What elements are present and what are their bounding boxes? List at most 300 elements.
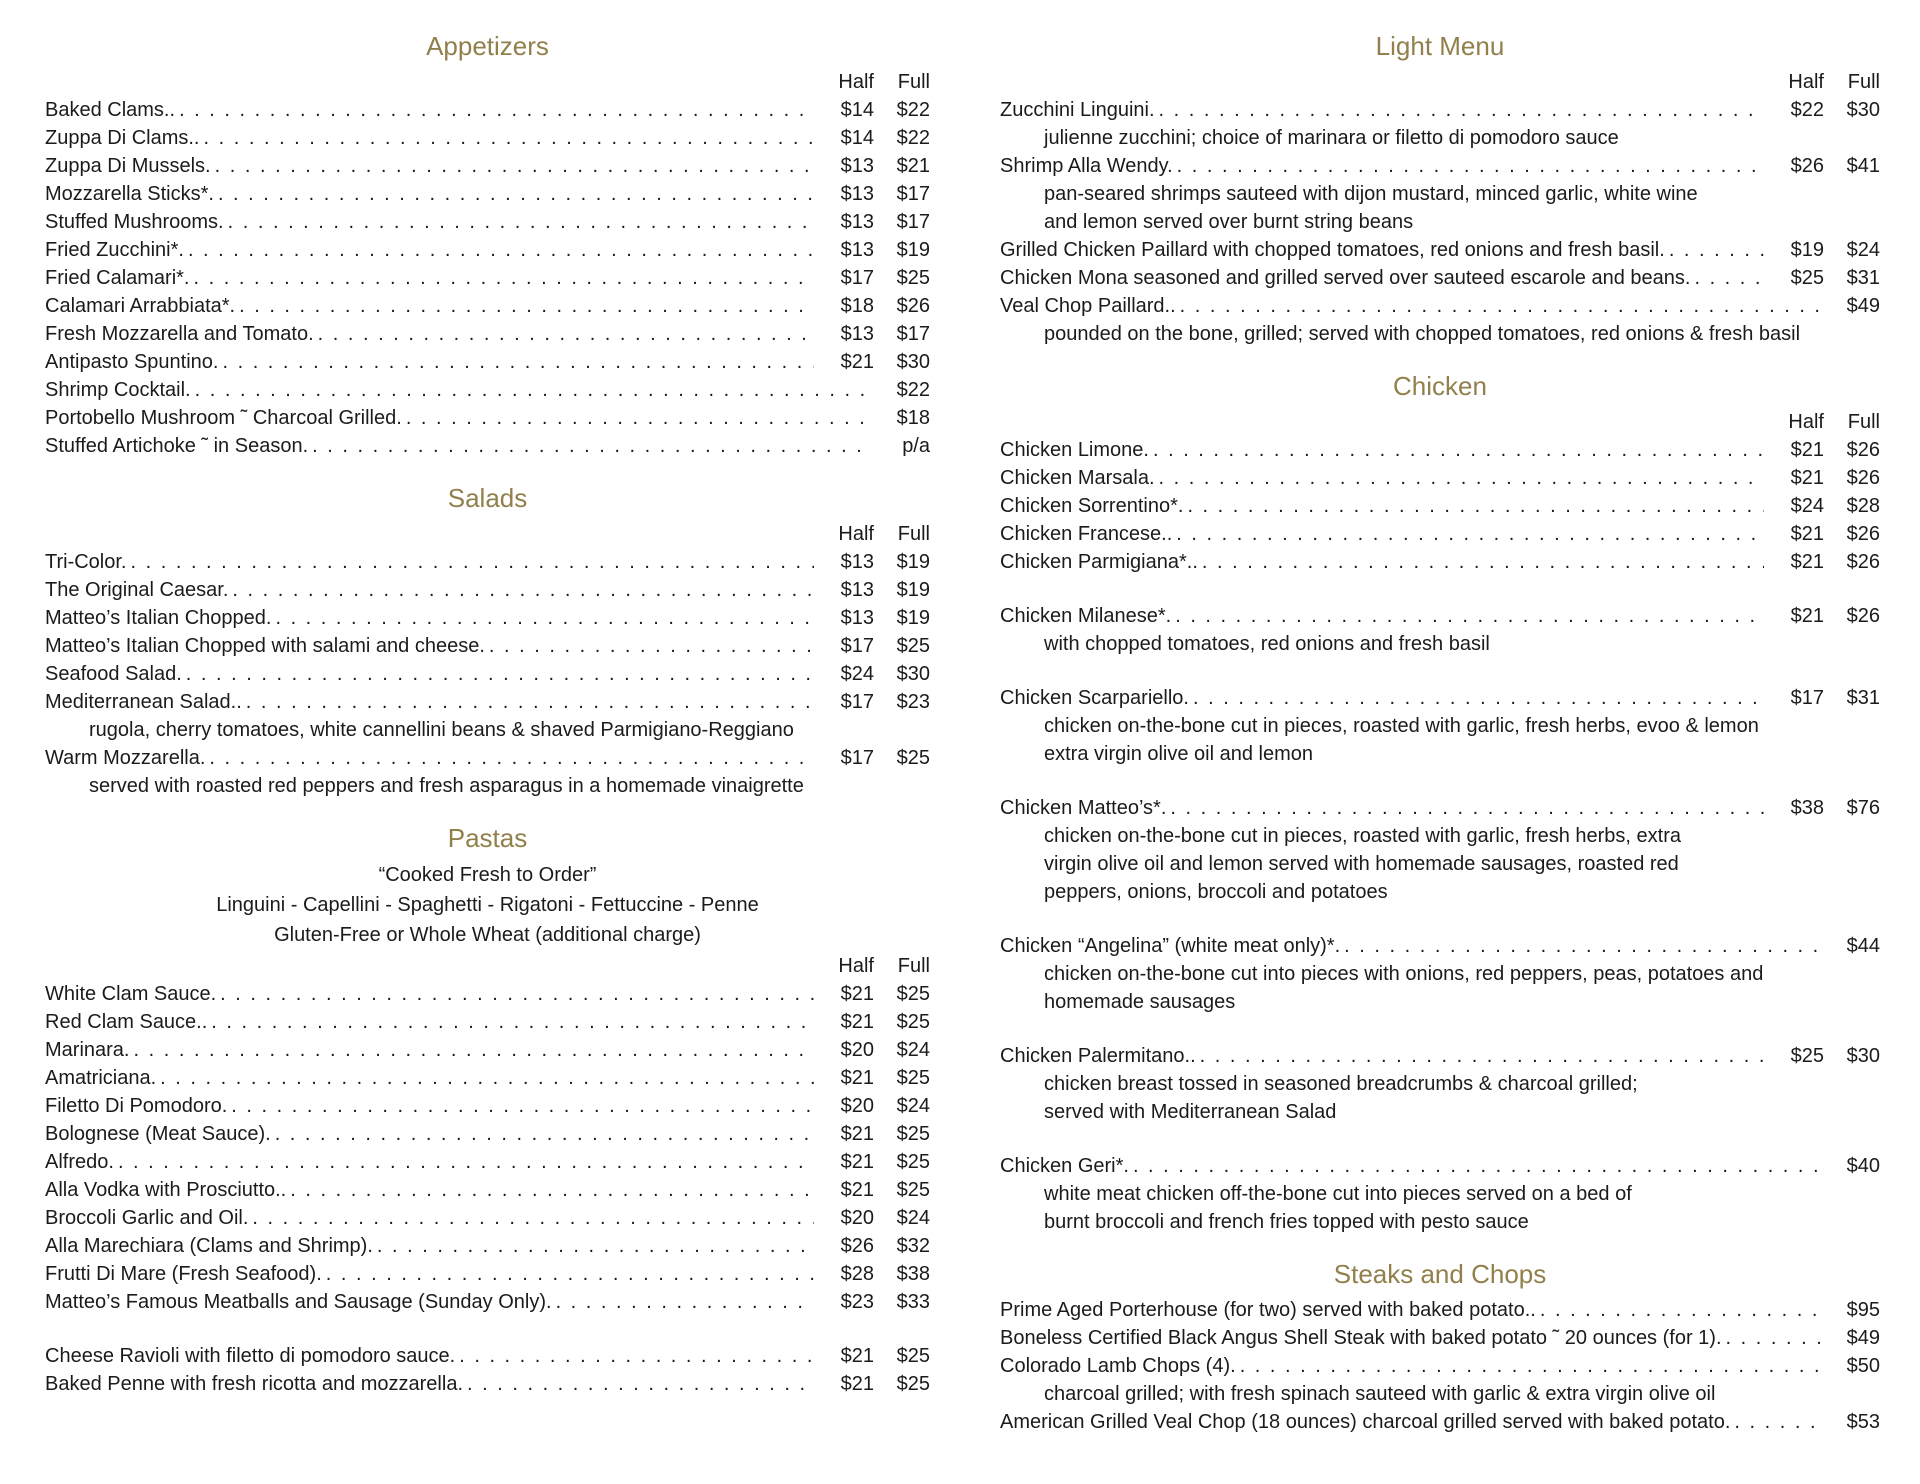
item-name: Seafood Salad. [45, 663, 182, 685]
menu-item-row [1000, 932, 1880, 960]
item-price-full: $26 [1846, 605, 1880, 627]
price-header-half: Half [838, 955, 874, 977]
menu-item-row [1000, 96, 1880, 124]
dot-leader [189, 264, 814, 292]
item-price-full: $24 [896, 1039, 930, 1061]
menu-page [45, 24, 1880, 1436]
item-name: Red Clam Sauce.. [45, 1011, 208, 1033]
menu-item-row [45, 124, 930, 152]
item-price-full: $21 [896, 155, 930, 177]
dot-leader [216, 980, 814, 1008]
menu-item-row [45, 632, 930, 660]
dot-leader [184, 236, 814, 264]
menu-column [1000, 24, 1880, 1436]
item-name: Chicken Francese.. [1000, 523, 1173, 545]
item-price-full: $49 [1846, 295, 1880, 317]
item-price-full: $50 [1846, 1355, 1880, 1377]
menu-item-row [1000, 1152, 1880, 1180]
item-price-half: $21 [840, 1011, 874, 1033]
item-name: Colorado Lamb Chops (4). [1000, 1355, 1236, 1377]
item-description-line: with chopped tomatoes, red onions and fresh basil [1044, 633, 1490, 655]
dot-leader [175, 96, 814, 124]
item-name: Mediterranean Salad.. [45, 691, 242, 713]
item-price-full: $25 [896, 747, 930, 769]
menu-section [45, 30, 930, 460]
item-description-line: pounded on the bone, grilled; served with chopped tomatoes, red onions & fresh basil [1044, 323, 1801, 345]
dot-leader [485, 632, 814, 660]
menu-item-row [45, 180, 930, 208]
item-price-half: $14 [840, 127, 874, 149]
item-price-half: $21 [840, 1373, 874, 1395]
item-name: Stuffed Mushrooms. [45, 211, 224, 233]
item-name: Veal Chop Paillard.. [1000, 295, 1176, 317]
dot-leader [207, 1008, 814, 1036]
item-price-half: $17 [840, 747, 874, 769]
price-header-full: Full [1847, 71, 1880, 93]
item-name: Fresh Mozzarella and Tomato. [45, 323, 314, 345]
price-header-full: Full [897, 955, 930, 977]
dot-leader [224, 208, 814, 236]
price-header-full: Full [897, 523, 930, 545]
dot-leader [271, 604, 814, 632]
item-name: Boneless Certified Black Angus Shell Steak with baked potato ˜ 20 ounces (for 1). [1000, 1327, 1722, 1349]
menu-item-row [45, 292, 930, 320]
item-name: The Original Caesar. [45, 579, 229, 601]
item-price-full: $53 [1846, 1411, 1880, 1433]
item-name: Shrimp Cocktail. [45, 379, 191, 401]
item-price-half: $21 [1790, 551, 1824, 573]
dot-leader [1149, 436, 1764, 464]
menu-item-row [45, 604, 930, 632]
dot-leader [1166, 794, 1764, 822]
item-name: Chicken Sorrentino*. [1000, 495, 1184, 517]
item-price-full: $25 [896, 267, 930, 289]
dot-leader [1722, 1324, 1820, 1352]
item-price-half: $21 [1790, 439, 1824, 461]
menu-item-row [45, 1342, 930, 1370]
item-price-full: $26 [1846, 439, 1880, 461]
item-price-half: $26 [840, 1235, 874, 1257]
item-name: Chicken Scarpariello. [1000, 687, 1189, 709]
dot-leader [1665, 236, 1764, 264]
item-description-line: chicken breast tossed in seasoned breadcrumbs & charcoal grilled; [1044, 1073, 1638, 1095]
menu-section [1000, 1258, 1880, 1436]
price-header-half: Half [1788, 71, 1824, 93]
item-price-full: $30 [1846, 99, 1880, 121]
menu-item-row [45, 208, 930, 236]
item-price-half: $13 [840, 155, 874, 177]
menu-item-row [45, 376, 930, 404]
item-description-line: chicken on-the-bone cut in pieces, roasted with garlic, fresh herbs, extra [1044, 825, 1681, 847]
item-price-half: $21 [840, 1179, 874, 1201]
dot-leader [214, 180, 814, 208]
item-name: Zuppa Di Clams.. [45, 127, 200, 149]
item-name: Alla Marechiara (Clams and Shrimp). [45, 1235, 373, 1257]
item-name: Chicken Palermitano.. [1000, 1045, 1196, 1067]
item-name: Grilled Chicken Paillard with chopped tomatoes, red onions and fresh basil. [1000, 239, 1665, 261]
dot-leader [126, 548, 814, 576]
dot-leader [455, 1342, 814, 1370]
dot-leader [227, 1092, 814, 1120]
dot-leader [271, 1120, 814, 1148]
menu-item-row [1000, 1408, 1880, 1436]
item-name: Matteo’s Italian Chopped with salami and cheese. [45, 635, 485, 657]
item-price-full: $25 [896, 983, 930, 1005]
menu-item-row [1000, 492, 1880, 520]
item-price-full: p/a [902, 435, 930, 457]
item-name: Tri-Color. [45, 551, 127, 573]
menu-item-row [45, 980, 930, 1008]
item-price-full: $25 [896, 1151, 930, 1173]
price-column-header [1000, 68, 1880, 96]
item-name: Bolognese (Meat Sauce). [45, 1123, 271, 1145]
dot-leader [286, 1176, 814, 1204]
menu-item-row [45, 320, 930, 348]
item-price-full: $17 [896, 183, 930, 205]
item-price-half: $21 [840, 1345, 874, 1367]
item-description-line: pan-seared shrimps sauteed with dijon mustard, minced garlic, white wine [1044, 183, 1698, 205]
price-column-header [1000, 408, 1880, 436]
item-price-full: $25 [896, 1067, 930, 1089]
item-price-full: $41 [1846, 155, 1880, 177]
dot-leader [1173, 152, 1764, 180]
dot-leader [156, 1064, 814, 1092]
item-name: Antipasto Spuntino. [45, 351, 219, 373]
item-price-full: $19 [896, 607, 930, 629]
item-name: Chicken Matteo’s*. [1000, 797, 1167, 819]
item-description-line: chicken on-the-bone cut in pieces, roasted with garlic, fresh herbs, evoo & lemon [1044, 715, 1759, 737]
item-name: Zucchini Linguini. [1000, 99, 1155, 121]
section-subtitle-line: Gluten-Free or Whole Wheat (additional charge) [274, 924, 701, 946]
menu-item-row [45, 1232, 930, 1260]
section-title: Light Menu [1375, 31, 1505, 61]
item-name: Matteo’s Italian Chopped. [45, 607, 272, 629]
dot-leader [218, 348, 814, 376]
menu-item-row [45, 404, 930, 432]
menu-item-row [1000, 264, 1880, 292]
item-price-full: $30 [1846, 1045, 1880, 1067]
item-name: White Clam Sauce. [45, 983, 217, 1005]
item-name: Warm Mozzarella. [45, 747, 206, 769]
item-description-line: julienne zucchini; choice of marinara or filetto di pomodoro sauce [1044, 127, 1619, 149]
item-name: Stuffed Artichoke ˜ in Season. [45, 435, 309, 457]
item-price-full: $26 [896, 295, 930, 317]
menu-section [45, 822, 930, 1398]
dot-leader [1189, 684, 1764, 712]
item-price-half: $13 [840, 579, 874, 601]
item-price-full: $25 [896, 1123, 930, 1145]
menu-item-row [45, 576, 930, 604]
item-price-full: $22 [896, 99, 930, 121]
price-column-header [45, 952, 930, 980]
dot-leader [129, 1036, 814, 1064]
price-column-header [45, 520, 930, 548]
dot-leader [322, 1260, 814, 1288]
item-price-full: $19 [896, 579, 930, 601]
menu-item-row [45, 660, 930, 688]
item-price-full: $32 [896, 1235, 930, 1257]
item-name: Chicken Limone. [1000, 439, 1149, 461]
dot-leader [1176, 292, 1820, 320]
item-price-half: $17 [840, 691, 874, 713]
item-price-half: $17 [840, 267, 874, 289]
menu-item-row [1000, 1296, 1880, 1324]
menu-item-row [45, 348, 930, 376]
item-name: Chicken Mona seasoned and grilled served over sauteed escarole and beans. [1000, 267, 1691, 289]
section-subtitle-line: “Cooked Fresh to Order” [378, 864, 597, 886]
menu-item-row [1000, 602, 1880, 630]
item-price-full: $31 [1846, 687, 1880, 709]
item-price-half: $26 [1790, 155, 1824, 177]
menu-section [45, 482, 930, 800]
price-column-header [45, 68, 930, 96]
item-name: Zuppa Di Mussels. [45, 155, 211, 177]
item-description-line: served with roasted red peppers and fresh asparagus in a homemade vinaigrette [89, 775, 804, 797]
item-price-half: $13 [840, 183, 874, 205]
menu-item-row [45, 1036, 930, 1064]
dot-leader [182, 660, 814, 688]
dot-leader [200, 124, 815, 152]
menu-item-row [45, 688, 930, 716]
item-price-half: $24 [1790, 495, 1824, 517]
item-name: Chicken Milanese*. [1000, 605, 1172, 627]
dot-leader [552, 1288, 814, 1316]
item-price-half: $13 [840, 323, 874, 345]
dot-leader [1340, 932, 1820, 960]
item-price-half: $25 [1790, 1045, 1824, 1067]
section-title: Appetizers [426, 31, 549, 61]
dot-leader [228, 576, 814, 604]
item-name: Portobello Mushroom ˜ Charcoal Grilled. [45, 407, 402, 429]
dot-leader [1236, 1352, 1820, 1380]
menu-item-row [1000, 236, 1880, 264]
item-name: Frutti Di Mare (Fresh Seafood). [45, 1263, 322, 1285]
item-price-full: $26 [1846, 467, 1880, 489]
item-price-full: $19 [896, 239, 930, 261]
item-name: Alla Vodka with Prosciutto.. [45, 1179, 287, 1201]
item-price-full: $18 [896, 407, 930, 429]
item-price-full: $25 [896, 1179, 930, 1201]
item-name: Chicken Geri*. [1000, 1155, 1129, 1177]
item-price-half: $21 [1790, 467, 1824, 489]
dot-leader [1171, 602, 1764, 630]
item-price-half: $13 [840, 607, 874, 629]
item-description-line: served with Mediterranean Salad [1044, 1101, 1337, 1123]
menu-item-row [45, 152, 930, 180]
item-name: Broccoli Garlic and Oil. [45, 1207, 249, 1229]
item-price-full: $44 [1846, 935, 1880, 957]
item-name: Chicken Parmigiana*.. [1000, 551, 1198, 573]
menu-item-row [45, 1092, 930, 1120]
menu-item-row [45, 1288, 930, 1316]
item-price-half: $13 [840, 551, 874, 573]
item-price-half: $17 [840, 635, 874, 657]
menu-item-row [45, 1370, 930, 1398]
menu-item-row [45, 1176, 930, 1204]
menu-item-row [1000, 794, 1880, 822]
item-name: Baked Penne with fresh ricotta and mozzarella. [45, 1373, 463, 1395]
dot-leader [308, 432, 870, 460]
item-price-half: $13 [840, 239, 874, 261]
item-name: Amatriciana. [45, 1067, 157, 1089]
item-name: Prime Aged Porterhouse (for two) served with baked potato.. [1000, 1299, 1536, 1321]
item-price-full: $25 [896, 1373, 930, 1395]
menu-item-row [45, 1204, 930, 1232]
item-price-half: $18 [840, 295, 874, 317]
item-description-line: homemade sausages [1044, 991, 1236, 1013]
item-price-full: $95 [1846, 1299, 1880, 1321]
item-price-full: $28 [1846, 495, 1880, 517]
item-name: American Grilled Veal Chop (18 ounces) charcoal grilled served with baked potato. [1000, 1411, 1731, 1433]
section-subtitle-line: Linguini - Capellini - Spaghetti - Rigatoni - Fettuccine - Penne [216, 894, 759, 916]
item-name: Shrimp Alla Wendy. [1000, 155, 1173, 177]
menu-section [1000, 370, 1880, 1236]
dot-leader [1155, 96, 1764, 124]
menu-item-row [45, 264, 930, 292]
menu-section [1000, 30, 1880, 348]
dot-leader [314, 320, 814, 348]
item-price-half: $21 [840, 1151, 874, 1173]
price-header-full: Full [897, 71, 930, 93]
item-price-full: $26 [1846, 551, 1880, 573]
item-price-half: $20 [840, 1039, 874, 1061]
item-name: Alfredo. [45, 1151, 114, 1173]
menu-item-row [45, 96, 930, 124]
dot-leader [235, 292, 814, 320]
item-price-full: $17 [896, 323, 930, 345]
item-name: Fried Zucchini*. [45, 239, 184, 261]
menu-item-row [1000, 152, 1880, 180]
item-description-line: burnt broccoli and french fries topped with pesto sauce [1044, 1211, 1529, 1233]
menu-item-row [1000, 1324, 1880, 1352]
item-price-half: $28 [840, 1263, 874, 1285]
item-price-full: $19 [896, 551, 930, 573]
item-price-full: $24 [896, 1207, 930, 1229]
item-name: Calamari Arrabbiata*. [45, 295, 236, 317]
menu-item-row [45, 432, 930, 460]
item-price-full: $25 [896, 1011, 930, 1033]
dot-leader [1129, 1152, 1820, 1180]
dot-leader [1183, 492, 1764, 520]
menu-item-row [45, 1148, 930, 1176]
price-header-half: Half [838, 523, 874, 545]
item-name: Fried Calamari*. [45, 267, 190, 289]
item-price-full: $23 [896, 691, 930, 713]
item-name: Filetto Di Pomodoro. [45, 1095, 228, 1117]
item-price-half: $20 [840, 1207, 874, 1229]
item-price-half: $24 [840, 663, 874, 685]
menu-item-row [45, 1064, 930, 1092]
item-description-line: chicken on-the-bone cut into pieces with onions, red peppers, peas, potatoes and [1044, 963, 1764, 985]
menu-item-row [45, 1008, 930, 1036]
menu-item-row [1000, 684, 1880, 712]
item-price-half: $25 [1790, 267, 1824, 289]
item-name: Chicken Marsala. [1000, 467, 1155, 489]
item-price-full: $22 [896, 127, 930, 149]
item-price-half: $13 [840, 211, 874, 233]
item-price-half: $22 [1790, 99, 1824, 121]
dot-leader [1536, 1296, 1820, 1324]
item-price-half: $21 [840, 1067, 874, 1089]
item-price-full: $49 [1846, 1327, 1880, 1349]
menu-item-row [1000, 436, 1880, 464]
menu-item-row [45, 548, 930, 576]
dot-leader [1690, 264, 1764, 292]
dot-leader [373, 1232, 814, 1260]
dot-leader [1155, 464, 1764, 492]
menu-item-row [45, 1120, 930, 1148]
item-price-half: $21 [1790, 523, 1824, 545]
dot-leader [1196, 1042, 1764, 1070]
item-price-half: $19 [1790, 239, 1824, 261]
dot-leader [242, 688, 814, 716]
dot-leader [191, 376, 870, 404]
item-description-line: white meat chicken off-the-bone cut into pieces served on a bed of [1044, 1183, 1632, 1205]
section-title: Chicken [1393, 371, 1487, 401]
item-description-line: virgin olive oil and lemon served with homemade sausages, roasted red [1044, 853, 1679, 875]
item-price-half: $14 [840, 99, 874, 121]
section-title: Salads [447, 483, 528, 513]
item-price-full: $22 [896, 379, 930, 401]
item-price-full: $76 [1846, 797, 1880, 819]
item-name: Cheese Ravioli with filetto di pomodoro sauce. [45, 1345, 456, 1367]
dot-leader [211, 152, 814, 180]
menu-item-row [1000, 1042, 1880, 1070]
item-name: Baked Clams.. [45, 99, 176, 121]
item-price-full: $38 [896, 1263, 930, 1285]
item-price-full: $24 [1846, 239, 1880, 261]
item-name: Marinara. [45, 1039, 130, 1061]
menu-item-row [1000, 520, 1880, 548]
dot-leader [402, 404, 870, 432]
item-description-line: charcoal grilled; with fresh spinach sauteed with garlic & extra virgin olive oil [1044, 1383, 1716, 1405]
item-name: Mozzarella Sticks*. [45, 183, 214, 205]
item-price-half: $17 [1790, 687, 1824, 709]
section-title: Steaks and Chops [1333, 1259, 1547, 1289]
menu-item-row [1000, 548, 1880, 576]
item-description-line: peppers, onions, broccoli and potatoes [1044, 881, 1388, 903]
dot-leader [463, 1370, 814, 1398]
item-price-half: $21 [1790, 605, 1824, 627]
item-price-full: $25 [896, 635, 930, 657]
item-price-full: $24 [896, 1095, 930, 1117]
item-name: Chicken “Angelina” (white meat only)*. [1000, 935, 1341, 957]
item-price-full: $33 [896, 1291, 930, 1313]
menu-item-row [45, 236, 930, 264]
item-price-half: $20 [840, 1095, 874, 1117]
item-price-full: $31 [1846, 267, 1880, 289]
item-price-half: $23 [840, 1291, 874, 1313]
menu-item-row [45, 744, 930, 772]
item-price-full: $17 [896, 211, 930, 233]
dot-leader [248, 1204, 814, 1232]
item-price-half: $21 [840, 351, 874, 373]
section-title: Pastas [447, 823, 528, 853]
item-description-line: extra virgin olive oil and lemon [1044, 743, 1314, 765]
dot-leader [1198, 548, 1764, 576]
menu-item-row [45, 1260, 930, 1288]
price-header-full: Full [1847, 411, 1880, 433]
item-price-full: $26 [1846, 523, 1880, 545]
item-price-half: $21 [840, 1123, 874, 1145]
menu-item-row [1000, 292, 1880, 320]
item-price-full: $30 [896, 351, 930, 373]
item-price-full: $25 [896, 1345, 930, 1367]
price-header-half: Half [1788, 411, 1824, 433]
item-name: Matteo’s Famous Meatballs and Sausage (Sunday Only). [45, 1291, 552, 1313]
item-description-line: and lemon served over burnt string beans [1044, 211, 1414, 233]
item-price-half: $21 [840, 983, 874, 1005]
